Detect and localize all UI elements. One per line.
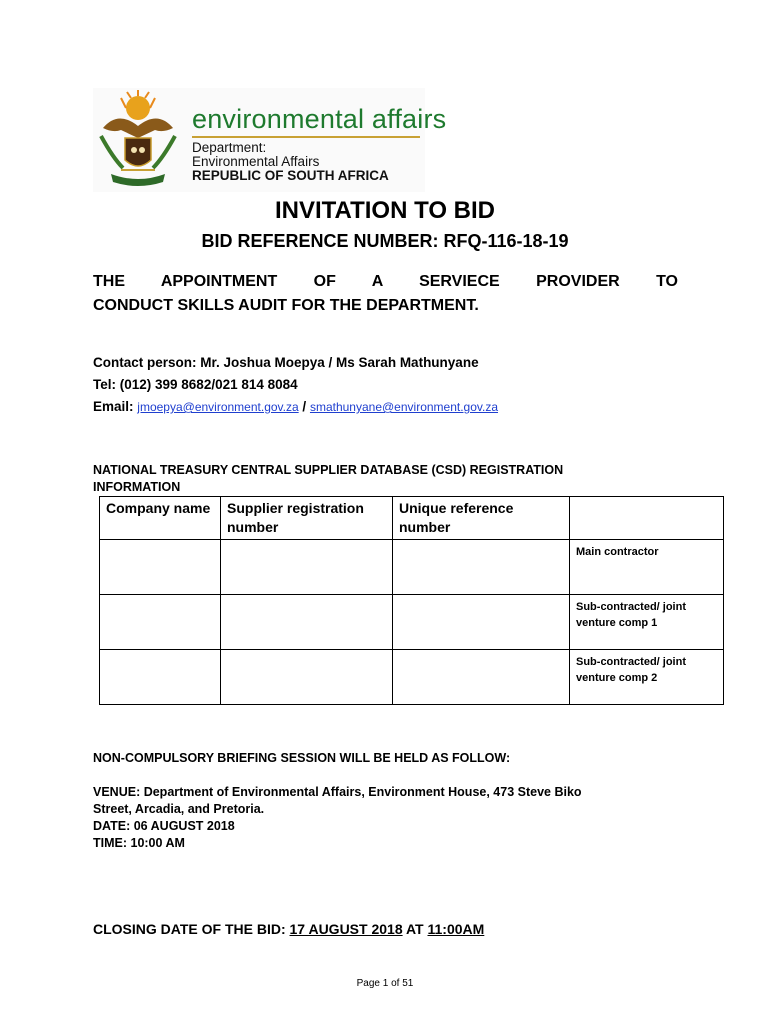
company-name-cell[interactable] [100, 595, 221, 650]
document-heading: INVITATION TO BID [275, 197, 495, 224]
coat-of-arms-icon [93, 88, 183, 192]
column-header: Supplier registration number [221, 497, 393, 540]
column-header: Company name [100, 497, 221, 540]
closing-date-line [93, 921, 484, 937]
page-number: Page 1 of 51 [356, 978, 414, 989]
email-link-2[interactable]: smathunyane@environment.gov.za [309, 400, 499, 414]
supplier-number-cell[interactable] [221, 650, 393, 705]
logo-divider [192, 136, 420, 138]
briefing-heading: NON-COMPULSORY BRIEFING SESSION WILL BE HELD AS FOLLOW: [93, 751, 511, 765]
logo-org-name: environmental affairs [192, 104, 447, 134]
contact-person: Contact person: Mr. Joshua Moepya / Ms Sarah Mathunyane [93, 355, 479, 370]
logo-line-name: Environmental Affairs [192, 154, 320, 169]
csd-heading-line1: NATIONAL TREASURY CENTRAL SUPPLIER DATABASE (CSD) REGISTRATION [93, 463, 564, 477]
reference-number-cell[interactable] [393, 595, 570, 650]
bid-reference: BID REFERENCE NUMBER: RFQ-116-18-19 [201, 231, 569, 251]
briefing-time: TIME: 10:00 AM [93, 836, 185, 850]
csd-table [99, 496, 724, 705]
supplier-number-cell[interactable] [221, 540, 393, 595]
closing-time: 11:00AM [427, 921, 485, 937]
row-label-cell: Main contractor [570, 540, 724, 595]
column-header [570, 497, 724, 540]
venue-line2: Street, Arcadia, and Pretoria. [93, 802, 265, 816]
csd-heading-line2: INFORMATION [93, 480, 181, 494]
closing-date: 17 AUGUST 2018 [289, 921, 403, 937]
column-header: Unique reference number [393, 497, 570, 540]
email-separator: / [302, 399, 307, 414]
reference-number-cell[interactable] [393, 650, 570, 705]
bid-title-line1: THE APPOINTMENT OF A SERVIECE PROVIDER TO [93, 273, 678, 290]
row-label-cell: Sub-contracted/ joint venture comp 1 [570, 595, 724, 650]
email-link-1[interactable]: jmoepya@environment.gov.za [137, 400, 299, 414]
closing-label: CLOSING DATE OF THE BID: [93, 921, 290, 937]
company-name-cell[interactable] [100, 540, 221, 595]
logo-line-department: Department: [192, 140, 267, 155]
table-row [100, 540, 724, 595]
table-row [100, 650, 724, 705]
reference-number-cell[interactable] [393, 540, 570, 595]
email-label: Email: [93, 399, 134, 414]
closing-at: AT [402, 921, 428, 937]
bid-title-line2: CONDUCT SKILLS AUDIT FOR THE DEPARTMENT. [93, 297, 479, 314]
row-label-cell: Sub-contracted/ joint venture comp 2 [570, 650, 724, 705]
contact-email-row [93, 399, 498, 414]
supplier-number-cell[interactable] [221, 595, 393, 650]
table-header-row [100, 497, 724, 540]
logo-line-country: REPUBLIC OF SOUTH AFRICA [192, 168, 389, 183]
table-row [100, 595, 724, 650]
company-name-cell[interactable] [100, 650, 221, 705]
briefing-date: DATE: 06 AUGUST 2018 [93, 819, 235, 833]
contact-tel: Tel: (012) 399 8682/021 814 8084 [93, 377, 298, 392]
venue-line1: VENUE: Department of Environmental Affairs, Environment House, 473 Steve Biko [93, 785, 582, 799]
